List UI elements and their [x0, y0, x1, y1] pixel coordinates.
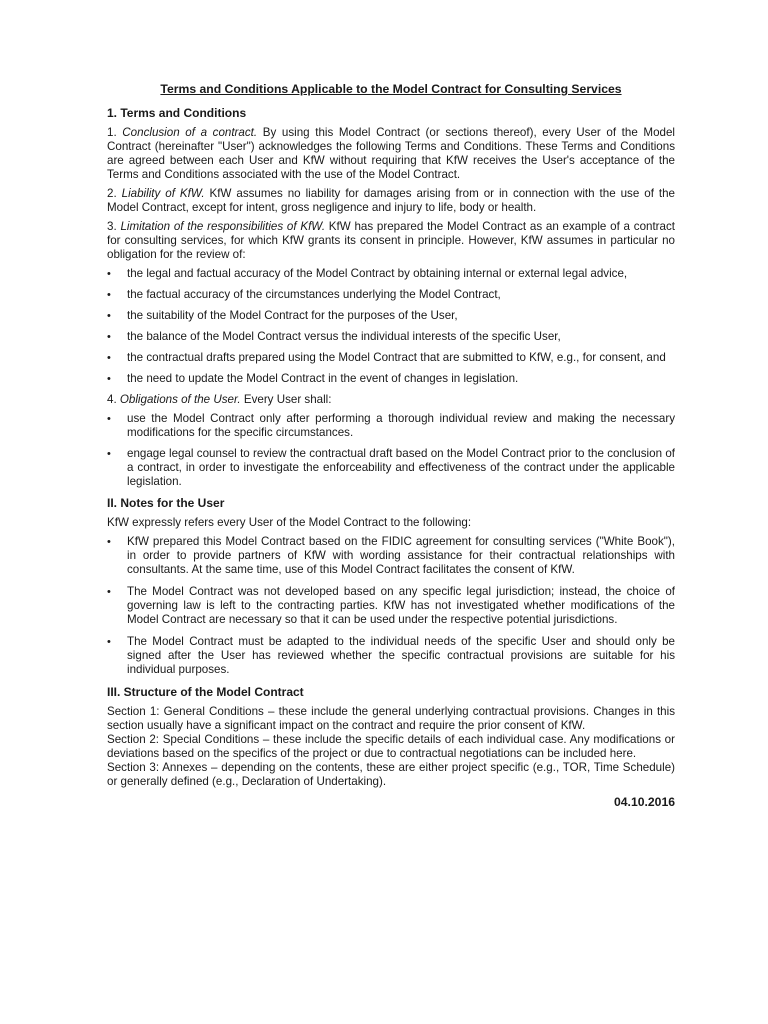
list-item-text: the contractual drafts prepared using the Model Contract that are submitted to KfW, e.g., for consent, and	[127, 351, 666, 364]
paragraph-liability	[107, 187, 675, 215]
paragraph-lead: Obligations of the User.	[119, 393, 241, 406]
list-item-text: The Model Contract must be adapted to the individual needs of the specific User and should only be signed after the User has reviewed whether the specific contractual provisions are suitable for his individual purposes.	[127, 635, 675, 676]
obligations-list	[107, 412, 675, 489]
section-3-heading: III. Structure of the Model Contract	[107, 685, 304, 699]
bullet-icon: •	[107, 352, 111, 364]
list-item	[107, 372, 675, 386]
document-date: 04.10.2016	[614, 795, 675, 809]
list-item-text: the legal and factual accuracy of the Model Contract by obtaining internal or external legal advice,	[127, 267, 628, 280]
list-item	[107, 288, 675, 302]
section-2-heading: II. Notes for the User	[107, 496, 225, 510]
list-item	[107, 330, 675, 344]
bullet-icon: •	[107, 586, 111, 598]
bullet-icon: •	[107, 331, 111, 343]
paragraph-text: By using this Model Contract (or sections thereof), every User of the Model Contract (hereinafter "User") acknowledges the following Terms and Conditions. These Terms and Conditions are agreed between each User and KfW without requiring that KfW receives the User's acceptance of the Terms and Conditions associated with the use of the Model Contract.	[107, 126, 675, 181]
bullet-icon: •	[107, 373, 111, 385]
list-item-text: the suitability of the Model Contract for the purposes of the User,	[127, 309, 458, 322]
bullet-icon: •	[107, 448, 111, 460]
list-item	[107, 412, 675, 440]
bullet-icon: •	[107, 636, 111, 648]
list-item-text: The Model Contract was not developed based on any specific legal jurisdiction; instead, the choice of governing law is left to the contracting parties. KfW has not investigated whether modifications of the Model Contract are necessary so that it can be used under the respective potential jurisdictions.	[127, 585, 675, 626]
section-1-heading: 1. Terms and Conditions	[107, 106, 247, 120]
notes-intro: KfW expressly refers every User of the Model Contract to the following:	[107, 516, 472, 529]
structure-section-2: Section 2: Special Conditions – these include the specific details of each individual case. Any modifications or deviations based on the specifics of the project or due to contractual negotiations can be included here.	[107, 733, 675, 760]
list-item	[107, 351, 675, 365]
bullet-icon: •	[107, 536, 111, 548]
list-item-text: the balance of the Model Contract versus the individual interests of the specific User,	[127, 330, 561, 343]
list-item-text: use the Model Contract only after performing a thorough individual review and making the necessary modifications for the specific circumstances.	[127, 412, 675, 439]
list-item	[107, 267, 675, 281]
paragraph-limitation	[107, 220, 675, 262]
list-item	[107, 585, 675, 627]
list-item-text: the factual accuracy of the circumstances underlying the Model Contract,	[127, 288, 501, 301]
paragraph-text: Every User shall:	[240, 393, 332, 406]
paragraph-number: 1.	[107, 126, 123, 139]
notes-list	[107, 535, 675, 677]
list-item-text: KfW prepared this Model Contract based on the FIDIC agreement for consulting services ("White Book"), in order to provide partners of KfW with wording assistance for their contractual relationships with consultants. At the same time, use of this Model Contract facilitates the consent of KfW.	[127, 535, 675, 576]
list-item	[107, 635, 675, 677]
paragraph-lead: Liability of KfW.	[121, 187, 205, 200]
list-item-text: the need to update the Model Contract in the event of changes in legislation.	[127, 372, 519, 385]
paragraph-lead: Conclusion of a contract.	[122, 126, 258, 139]
list-item	[107, 447, 675, 489]
bullet-icon: •	[107, 413, 111, 425]
bullet-icon: •	[107, 310, 111, 322]
paragraph-conclusion-of-contract	[107, 126, 675, 182]
list-item	[107, 309, 675, 323]
paragraph-text: KfW assumes no liability for damages arising from or in connection with the use of the Model Contract, except for intent, gross negligence and injury to life, body or health.	[107, 187, 676, 214]
structure-section-1: Section 1: General Conditions – these include the general underlying contractual provisions. Changes in this section usually have a significant impact on the contract and require the prior consent of KfW.	[107, 705, 675, 732]
paragraph-number: 4.	[107, 393, 120, 406]
document-title	[107, 82, 675, 96]
paragraph-number: 3.	[107, 220, 121, 233]
limitation-list	[107, 267, 675, 386]
paragraph-lead: Limitation of the responsibilities of KfW.	[120, 220, 326, 233]
document-title-text: Terms and Conditions Applicable to the Model Contract for Consulting Services	[160, 82, 622, 96]
document-page	[107, 82, 675, 821]
paragraph-text: KfW has prepared the Model Contract as an example of a contract for consulting services, for which KfW grants its consent in principle. However, KfW assumes in particular no obligation for the review of:	[107, 220, 676, 261]
paragraph-obligations	[107, 393, 675, 407]
list-item	[107, 535, 675, 577]
structure-section-3: Section 3: Annexes – depending on the contents, these are either project specific (e.g., TOR, Time Schedule) or generally defined (e.g., Declaration of Undertaking).	[107, 761, 675, 788]
list-item-text: engage legal counsel to review the contractual draft based on the Model Contract prior to the conclusion of a contract, in order to investigate the enforceability and effectiveness of the contract under the applicable legislation.	[127, 447, 675, 488]
bullet-icon: •	[107, 268, 111, 280]
bullet-icon: •	[107, 289, 111, 301]
paragraph-number: 2.	[107, 187, 122, 200]
